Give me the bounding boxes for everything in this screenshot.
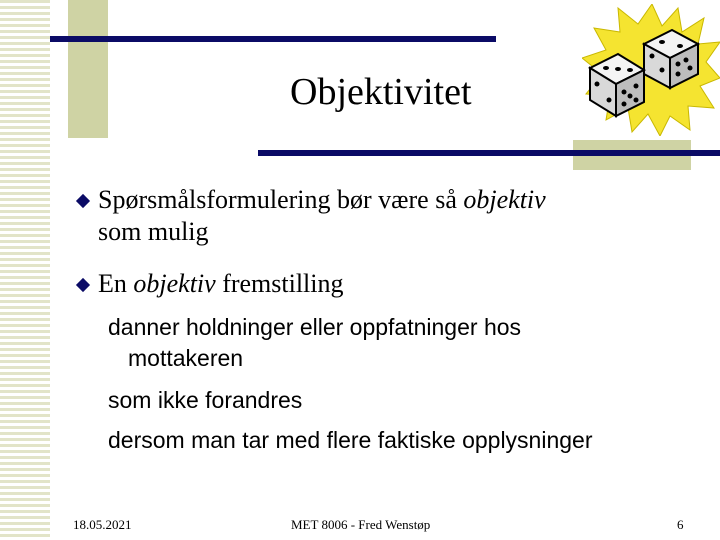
diamond-bullet-icon (76, 194, 90, 208)
slide-title: Objektivitet (290, 71, 472, 113)
sub-item: dersom man tar med flere faktiske opplysninger (108, 427, 593, 453)
bullet-text-part: En (98, 269, 134, 298)
diamond-bullet-icon (76, 278, 90, 292)
bullet-text (98, 184, 546, 248)
bullet-emphasis: objektiv (463, 185, 546, 214)
footer-date: 18.05.2021 (73, 517, 132, 532)
bullet-text-continuation: som mulig (98, 217, 209, 246)
title-rule-top (50, 36, 496, 42)
decorative-stripe (0, 0, 50, 540)
footer-page-number: 6 (677, 517, 684, 532)
sub-item-continuation: mottakeren (128, 345, 244, 371)
olive-block-top (68, 0, 108, 138)
bullet-text (98, 268, 344, 300)
bullet-text-part: fremstilling (215, 269, 344, 298)
bullet-text-part: Spørsmålsformulering bør være så (98, 185, 464, 214)
sub-item: danner holdninger eller oppfatninger hos (108, 314, 522, 340)
dice-icon (582, 4, 720, 136)
title-rule-bottom (258, 150, 720, 156)
footer-course: MET 8006 - Fred Wenstøp (291, 517, 431, 532)
bullet-emphasis: objektiv (133, 269, 216, 298)
sub-item: som ikke forandres (108, 387, 303, 413)
